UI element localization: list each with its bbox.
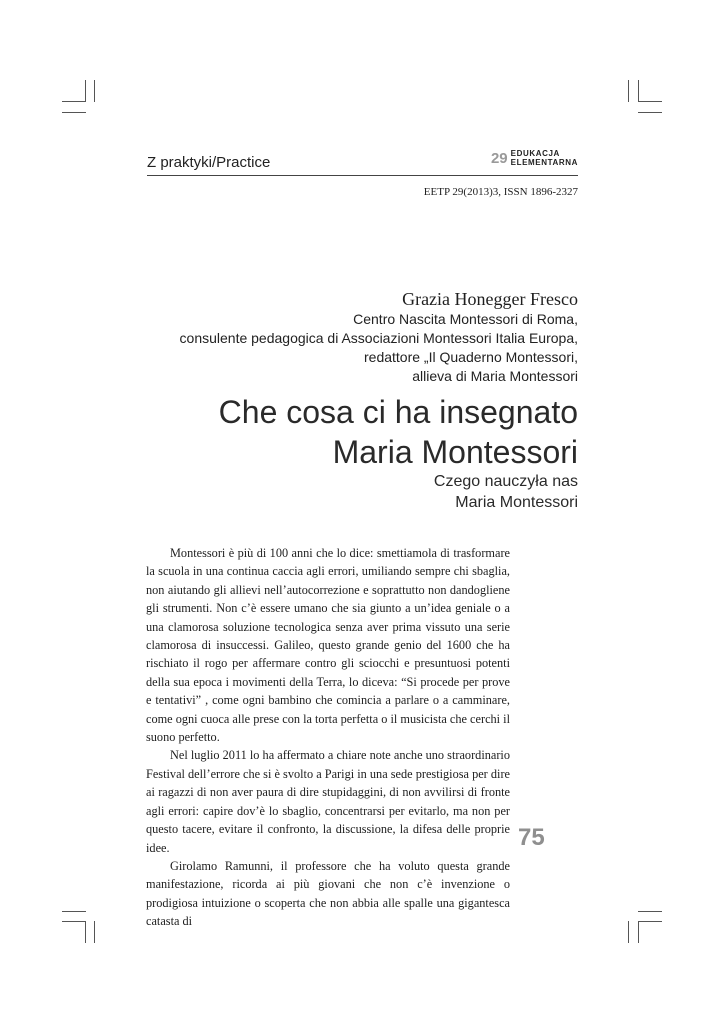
- crop-mark: [62, 921, 86, 922]
- crop-mark: [62, 911, 86, 912]
- crop-mark: [85, 80, 86, 102]
- crop-mark: [62, 101, 86, 102]
- crop-mark: [638, 101, 662, 102]
- crop-mark: [638, 911, 662, 912]
- header-rule: [147, 175, 578, 176]
- author-name: Grazia Honegger Fresco: [402, 289, 578, 309]
- crop-mark: [638, 921, 639, 943]
- article-body: [146, 544, 510, 931]
- crop-mark: [94, 80, 95, 102]
- subtitle-line: Maria Montessori: [455, 494, 578, 511]
- page-number: 75: [518, 824, 545, 851]
- affiliation-line: allieva di Maria Montessori: [412, 368, 578, 384]
- article-subtitle: [434, 471, 578, 513]
- author-block: [180, 288, 578, 386]
- crop-mark: [85, 921, 86, 943]
- crop-mark: [638, 921, 662, 922]
- crop-mark: [638, 112, 662, 113]
- journal-name: [511, 149, 578, 167]
- crop-mark: [638, 80, 639, 102]
- crop-mark: [628, 921, 629, 943]
- affiliation-line: consulente pedagogica di Associazioni Montessori Italia Europa,: [179, 330, 578, 346]
- body-paragraph: Girolamo Ramunni, il professore che ha voluto questa grande manifestazione, ricorda ai più giovani che non c’è invenzione o prodigiosa intuizione o scoperta che non abbia alle spalle una gigantesca catasta di: [146, 858, 510, 929]
- title-line: Che cosa ci ha insegnato: [218, 394, 578, 430]
- title-line: Maria Montessori: [332, 434, 578, 470]
- citation: EETP 29(2013)3, ISSN 1896-2327: [423, 186, 578, 198]
- section-label: Z praktyki/Practice: [147, 154, 271, 171]
- body-paragraph: Montessori è più di 100 anni che lo dice: smettiamola di trasformare la scuola in una continua caccia agli errori, umiliando sempre chi sbaglia, non aiutando gli allievi nell’autocorrezione e soprattutto non dandogliene gli strumenti. Non c’è essere umano che sia giunto a un’idea geniale o a una clamorosa soluzione tecnologica senza aver prima vissuto una serie clamorosa di insuccessi. Galileo, questo grande genio del 1600 che ha rischiato il rogo per affermare contro gli sciocchi e presuntuosi potenti della sua epoca i movimenti della Terra, lo diceva: “Si procede per prove e tentativi” , come ogni bambino che comincia a parlare o a camminare, come ogni cuoca alle prese con la torta perfetta o il musicista che cerchi il suono perfetto.: [146, 546, 510, 745]
- affiliation-line: Centro Nascita Montessori di Roma,: [353, 311, 578, 327]
- affiliation-line: redattore „Il Quaderno Montessori,: [364, 349, 578, 365]
- crop-mark: [94, 921, 95, 943]
- journal-volume: 29: [490, 149, 508, 167]
- crop-mark: [62, 112, 86, 113]
- crop-mark: [628, 80, 629, 102]
- journal-name-line2: ELEMENTARNA: [510, 158, 578, 167]
- journal-logo: [491, 149, 578, 167]
- subtitle-line: Czego nauczyła nas: [433, 473, 578, 490]
- body-paragraph: Nel luglio 2011 lo ha affermato a chiare note anche uno straordinario Festival dell’errore che si è svolto a Parigi in una sede prestigiosa per dire ai ragazzi di non aver paura di dire stupidaggini, di non avvilirsi di fronte agli errori: capire dov’è lo sbaglio, concentrarsi per evitarlo, ma non per questo tacere, evitare il confronto, la discussione, la difesa delle proprie idee.: [146, 748, 510, 855]
- journal-name-line1: EDUKACJA: [510, 149, 560, 158]
- article-title: [219, 392, 578, 472]
